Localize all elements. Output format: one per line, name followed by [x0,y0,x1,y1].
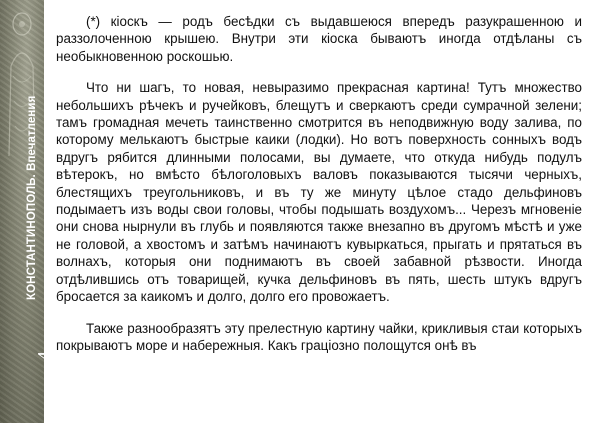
sidebar-banner [0,0,56,423]
sidebar-title [26,96,38,300]
footnote-paragraph: (*) кіоскъ — родъ бесѣдки съ выдавшеюся впередъ разукрашенною и раззолоченною крышею. Внутри эти кіоска бываютъ иногда отдѣланы съ необыкновенною роскошью. [56,14,582,64]
page-number: 4 [34,350,56,361]
sidebar-subtitle: Впечатления [26,95,38,171]
page-word: Страница [42,364,54,410]
document-body [56,13,582,368]
sidebar-title-text: КОНСТАНТИНОПОЛЬ. [26,174,38,300]
body-paragraph: Что ни шагъ, то новая, невыразимо прекрасная картина! Тутъ множество небольшихъ рѣчекъ и ручейковъ, блещутъ и сверкаютъ среди сумрачной зелени; тамъ громадная мечеть таинственно смотрится въ неподвижную воду залива, по которому мелькаютъ быстрые каики (лодки). Но вотъ поверхность сонныхъ водъ вдругъ рябится длинными полосами, вы думаете, что откуда нибудь подулъ вѣтерокъ, но вмѣсто бѣлоголовыхъ валовъ показываются тысячи черныхъ, блестящихъ треугольниковъ, и въ ту же минуту цѣлое стадо дельфиновъ подымаетъ изъ воды свои головы, чтобы подышать воздухомъ... Черезъ мгновеніе они снова нырнули въ глубь и появляются также внезапно въ другомъ мѣстѣ и уже не головой, а хвостомъ и затѣмъ начинаютъ кувыркаться, прыгать и прятаться въ волнахъ, которыя они поднимаютъ въ своей забавной рѣзвости. Иногда отдѣлившись отъ товарищей, кучка дельфиновъ въ пять, шесть штукъ вдругъ бросается за каикомъ и долго, долго его провожаетъ. [56,80,582,305]
body-paragraph: Также разнообразятъ эту прелестную картину чайки, крикливыя стаи которыхъ покрываютъ море и набережныя. Какъ граціозно полощутся онѣ въ [56,320,582,353]
page-number-label [34,351,57,410]
